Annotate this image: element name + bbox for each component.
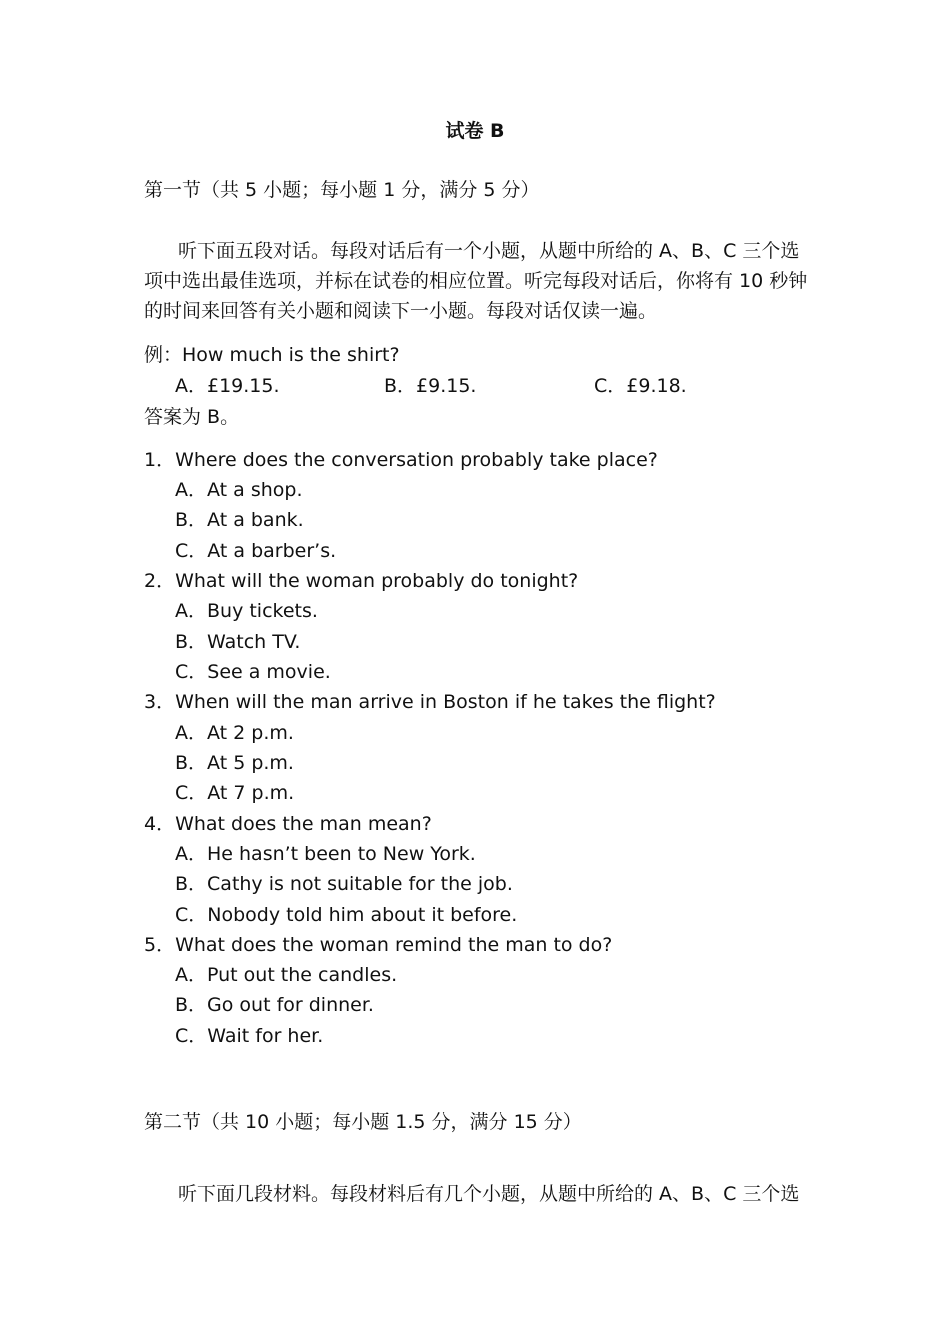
question-2-option-c: C．See a movie. (175, 661, 331, 683)
section2-header: 第二节（共 10 小题；每小题 1.5 分，满分 15 分） (144, 1111, 582, 1133)
question-5: 5．What does the woman remind the man to do? (144, 934, 613, 956)
section2-instruction-line: 听下面几段材料。每段材料后有几个小题，从题中所给的 A、B、C 三个选 (178, 1183, 800, 1205)
question-4-option-b: B．Cathy is not suitable for the job. (175, 873, 513, 895)
question-5-option-a: A．Put out the candles. (175, 964, 398, 986)
question-1-option-c: C．At a barber’s. (175, 540, 337, 562)
question-4-option-c: C．Nobody told him about it before. (175, 904, 518, 926)
question-5-option-c: C．Wait for her. (175, 1025, 324, 1047)
example-option-c: C．£9.18. (594, 375, 687, 397)
question-2-option-a: A．Buy tickets. (175, 600, 318, 622)
section1-header: 第一节（共 5 小题；每小题 1 分，满分 5 分） (144, 179, 540, 201)
question-3-option-b: B．At 5 p.m. (175, 752, 294, 774)
question-1: 1．Where does the conversation probably take place? (144, 449, 658, 471)
question-3-option-a: A．At 2 p.m. (175, 722, 294, 744)
question-4-option-a: A．He hasn’t been to New York. (175, 843, 476, 865)
example-answer: 答案为 B。 (144, 406, 240, 428)
question-5-option-b: B．Go out for dinner. (175, 994, 374, 1016)
page-title: 试卷 B (445, 120, 505, 142)
section1-instruction-line: 项中选出最佳选项，并标在试卷的相应位置。听完每段对话后，你将有 10 秒钟 (144, 270, 808, 292)
question-2-option-b: B．Watch TV. (175, 631, 301, 653)
example-question: 例：How much is the shirt? (144, 344, 400, 366)
example-option-b: B．£9.15. (384, 375, 477, 397)
question-4: 4．What does the man mean? (144, 813, 432, 835)
section1-instruction-line: 听下面五段对话。每段对话后有一个小题，从题中所给的 A、B、C 三个选 (178, 240, 800, 262)
question-2: 2．What will the woman probably do tonight? (144, 570, 579, 592)
question-3-option-c: C．At 7 p.m. (175, 782, 295, 804)
section1-instruction-line: 的时间来回答有关小题和阅读下一小题。每段对话仅读一遍。 (144, 300, 658, 322)
question-3: 3．When will the man arrive in Boston if he takes the flight? (144, 691, 716, 713)
question-1-option-b: B．At a bank. (175, 509, 304, 531)
question-1-option-a: A．At a shop. (175, 479, 303, 501)
example-option-a: A．£19.15. (175, 375, 280, 397)
